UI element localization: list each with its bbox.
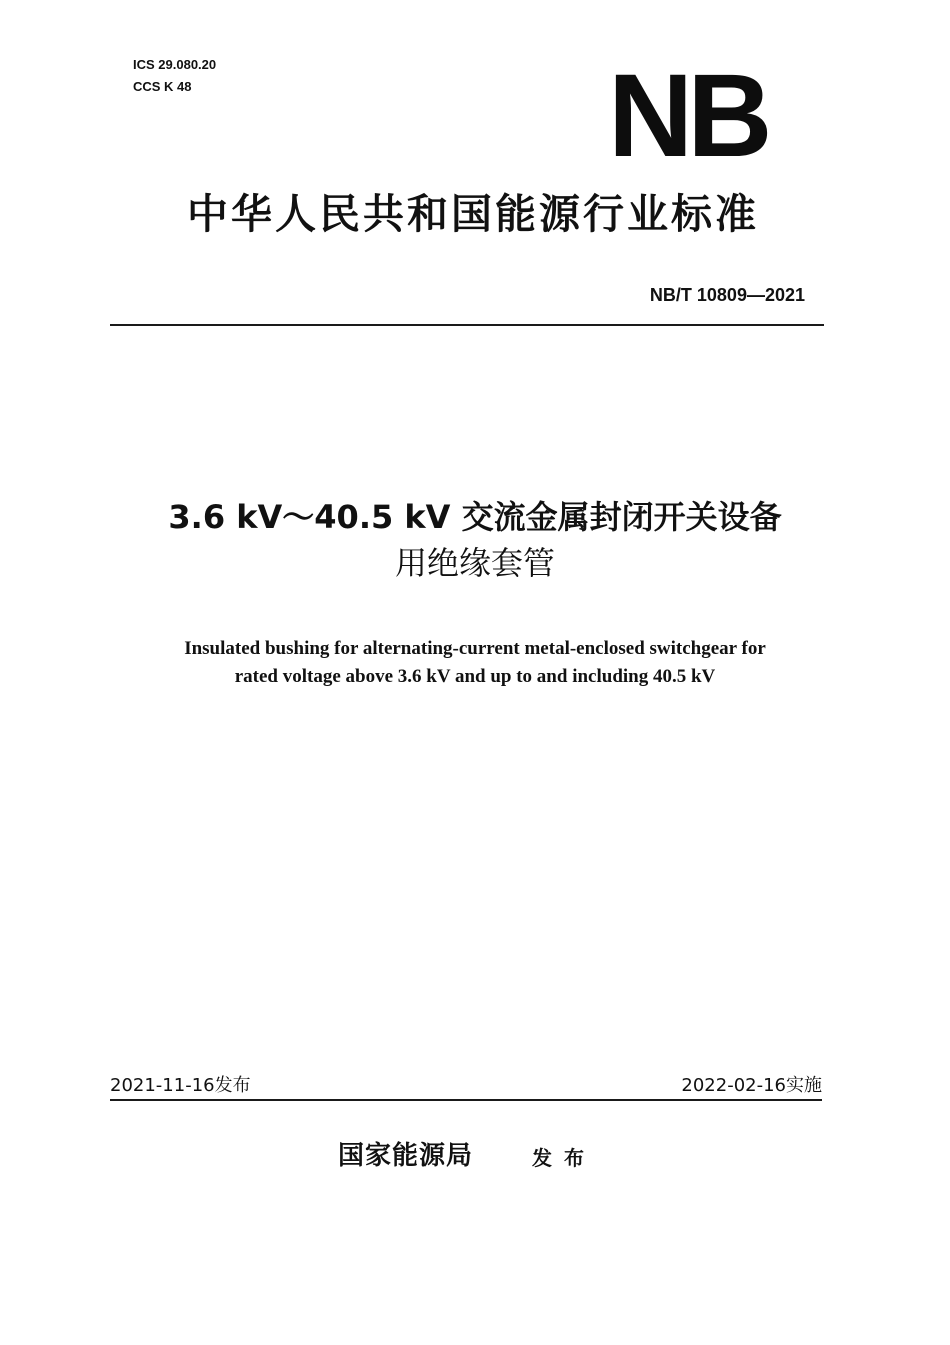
- title-zh-line-1: 3.6 kV～40.5 kV 交流金属封闭开关设备: [168, 498, 782, 536]
- ics-code: ICS 29.080.20: [133, 57, 217, 72]
- header-divider: [110, 324, 824, 326]
- issuing-authority: 国家能源局: [338, 1141, 474, 1171]
- standard-category-title: 中华人民共和国能源行业标准: [187, 190, 759, 238]
- title-zh-line-2: 用绝缘套管: [394, 544, 555, 582]
- ccs-code: CCS K 48: [133, 79, 192, 94]
- publish-label: 发布: [532, 1146, 596, 1170]
- implementation-date: 2022-02-16实施: [681, 1075, 822, 1096]
- title-en-line-2: rated voltage above 3.6 kV and up to and including 40.5 kV: [234, 666, 716, 687]
- issue-date: 2021-11-16发布: [110, 1075, 251, 1096]
- document-title-english: [60, 635, 890, 691]
- footer-divider: [110, 1099, 822, 1101]
- classification-codes: [133, 54, 216, 98]
- document-title-chinese: [60, 494, 890, 586]
- title-en-line-1: Insulated bushing for alternating-current metal-enclosed switchgear for: [184, 638, 766, 659]
- nb-logo: NB: [608, 50, 767, 182]
- standard-number: NB/T 10809—2021: [649, 285, 805, 305]
